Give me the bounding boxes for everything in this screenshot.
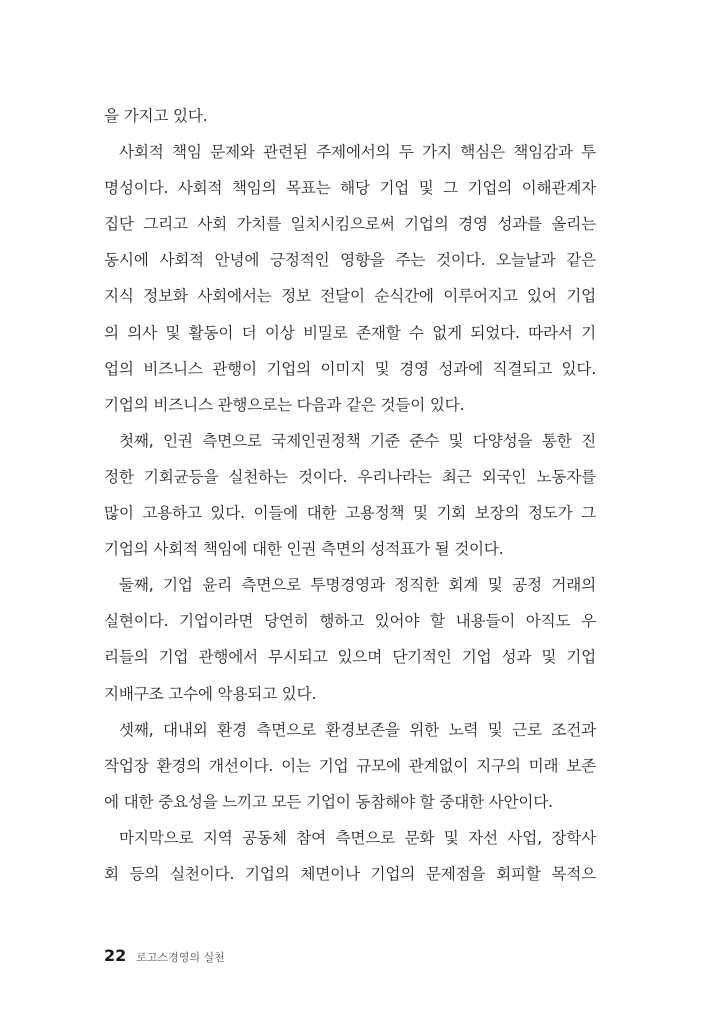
text-line: 셋째, 대내외 환경 측면으로 환경보존을 위한 노력 및 근로 조건과 bbox=[119, 720, 596, 739]
text-line: 의 의사 및 활동이 더 이상 비밀로 존재할 수 없게 되었다. 따라서 기 bbox=[104, 323, 596, 342]
text-line: 많이 고용하고 있다. 이들에 대한 고용정책 및 기회 보장의 정도가 그 bbox=[104, 504, 596, 523]
text-line: 첫째, 인권 측면으로 국제인권정책 기준 준수 및 다양성을 통한 진 bbox=[119, 431, 596, 450]
text-line: 리들의 기업 관행에서 무시되고 있으며 단기적인 기업 성과 및 기업 bbox=[104, 648, 596, 667]
text-line: 둘째, 기업 윤리 측면으로 투명경영과 정직한 회계 및 공정 거래의 bbox=[119, 576, 596, 595]
text-line: 지배구조 고수에 악용되고 있다. bbox=[104, 684, 317, 703]
text-line: 을 가지고 있다. bbox=[104, 107, 208, 125]
text-line: 동시에 사회적 안녕에 긍정적인 영향을 주는 것이다. 오늘날과 같은 bbox=[104, 251, 596, 270]
text-line: 기업의 비즈니스 관행으로는 다음과 같은 것들이 있다. bbox=[104, 395, 465, 414]
text-line: 마지막으로 지역 공동체 참여 측면으로 문화 및 자선 사업, 장학사 bbox=[119, 828, 596, 847]
text-line: 업의 비즈니스 관행이 기업의 이미지 및 경영 성과에 직결되고 있다. bbox=[104, 359, 596, 378]
page-number: 22 bbox=[104, 946, 127, 965]
text-line: 명성이다. 사회적 책임의 목표는 해당 기업 및 그 기업의 이해관계자 bbox=[104, 179, 596, 198]
text-line: 집단 그리고 사회 가치를 일치시킴으로써 기업의 경영 성과를 올리는 bbox=[104, 215, 596, 234]
text-line: 회 등의 실천이다. 기업의 체면이나 기업의 문제점을 회피할 목적으 bbox=[104, 864, 596, 883]
text-line: 정한 기회균등을 실천하는 것이다. 우리나라는 최근 외국인 노동자를 bbox=[104, 467, 596, 486]
page-footer bbox=[104, 946, 225, 968]
body-text bbox=[104, 98, 596, 892]
running-title: 로고스경영의 실천 bbox=[136, 951, 225, 964]
text-line: 실현이다. 기업이라면 당연히 행하고 있어야 할 내용들이 아직도 우 bbox=[104, 612, 596, 631]
text-line: 지식 정보화 사회에서는 정보 전달이 순식간에 이루어지고 있어 기업 bbox=[104, 287, 596, 306]
text-line: 작업장 환경의 개선이다. 이는 기업 규모에 관계없이 지구의 미래 보존 bbox=[104, 756, 596, 775]
text-line: 사회적 책임 문제와 관련된 주제에서의 두 가지 핵심은 책임감과 투 bbox=[119, 143, 596, 162]
text-line: 기업의 사회적 책임에 대한 인권 측면의 성적표가 될 것이다. bbox=[104, 540, 504, 559]
text-line: 에 대한 중요성을 느끼고 모든 기업이 동참해야 할 중대한 사안이다. bbox=[104, 792, 553, 811]
